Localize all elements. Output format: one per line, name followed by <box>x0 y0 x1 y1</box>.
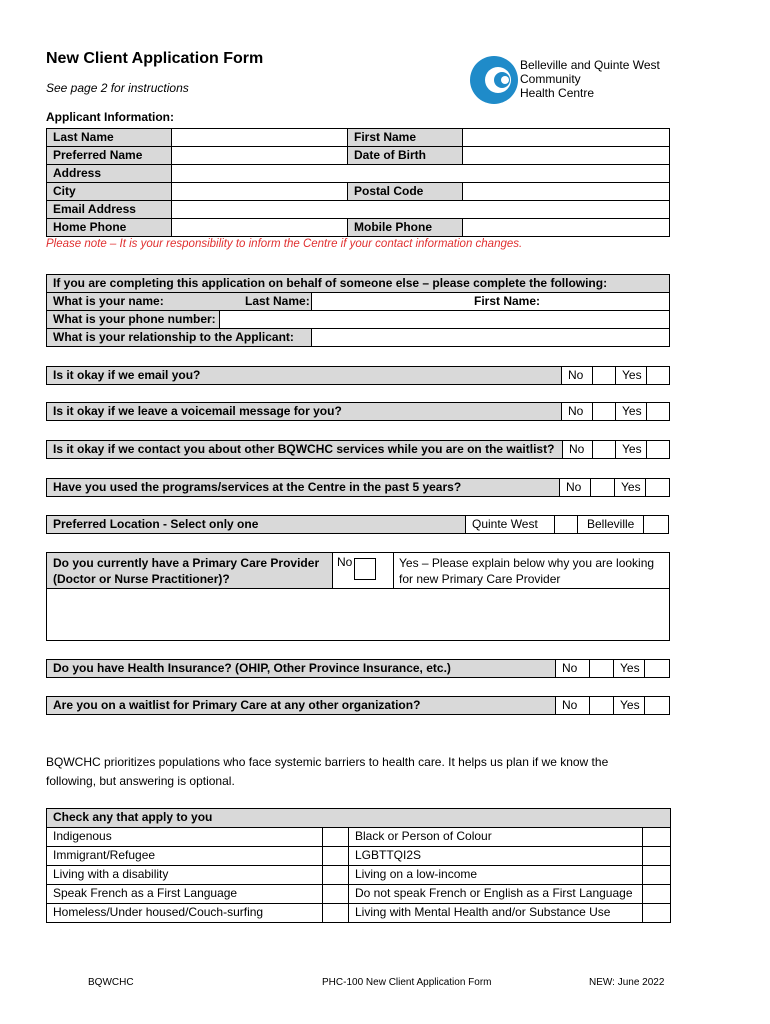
q-voicemail-no-checkbox[interactable] <box>592 402 616 421</box>
location-quinte-west-checkbox[interactable] <box>554 515 578 534</box>
q-insurance-no-checkbox[interactable] <box>589 659 614 678</box>
q-voicemail-yes: Yes <box>615 402 670 421</box>
priority-left-3: Speak French as a First Language <box>46 884 323 904</box>
primary-care-question: Do you currently have a Primary Care Provider (Doctor or Nurse Practitioner)? <box>46 552 333 589</box>
city-field[interactable] <box>171 182 348 201</box>
last-name-field[interactable] <box>171 128 348 147</box>
form-subtitle: See page 2 for instructions <box>46 81 189 95</box>
priority-right-3: Do not speak French or English as a First Language <box>348 884 643 904</box>
q-used-no-checkbox[interactable] <box>590 478 615 497</box>
q-email-yes: Yes <box>615 366 670 385</box>
first-name-field[interactable] <box>462 128 670 147</box>
q-contact-yes-checkbox[interactable] <box>646 440 670 459</box>
priority-right-1: LGBTTQI2S <box>348 846 643 866</box>
priority-left-2-checkbox[interactable] <box>322 865 349 885</box>
mobile-phone-label: Mobile Phone <box>347 218 463 237</box>
address-field[interactable] <box>171 164 670 183</box>
q-email-yes-checkbox[interactable] <box>646 366 670 385</box>
q-waitlist-no: No <box>555 696 614 715</box>
location-quinte-west: Quinte West <box>465 515 578 534</box>
preferred-name-label: Preferred Name <box>46 146 172 165</box>
home-phone-field[interactable] <box>171 218 348 237</box>
q-used-yes: Yes <box>614 478 670 497</box>
location-belleville-checkbox[interactable] <box>643 515 669 534</box>
dob-field[interactable] <box>462 146 670 165</box>
behalf-your-name-label: What is your name: Last Name: <box>46 292 312 311</box>
priority-right-1-checkbox[interactable] <box>642 846 671 866</box>
q-used-programs: Have you used the programs/services at the Centre in the past 5 years? <box>46 478 560 497</box>
primary-care-no-checkbox[interactable] <box>354 558 376 580</box>
q-insurance-yes: Yes <box>613 659 670 678</box>
q-waitlist: Are you on a waitlist for Primary Care at any other organization? <box>46 696 556 715</box>
preferred-name-field[interactable] <box>171 146 348 165</box>
q-contact-no: No <box>562 440 616 459</box>
q-email-no-checkbox[interactable] <box>592 366 616 385</box>
primary-care-yes: Yes – Please explain below why you are looking for new Primary Care Provider <box>393 552 670 589</box>
location-belleville: Belleville <box>577 515 669 534</box>
q-insurance-no: No <box>555 659 614 678</box>
first-name-label: First Name <box>347 128 463 147</box>
q-used-no: No <box>559 478 615 497</box>
location-label: Preferred Location - Select only one <box>46 515 466 534</box>
form-title: New Client Application Form <box>46 50 264 67</box>
email-field[interactable] <box>171 200 670 219</box>
priority-left-1: Immigrant/Refugee <box>46 846 323 866</box>
footer-center: PHC-100 New Client Application Form <box>322 977 492 988</box>
contact-note: Please note – It is your responsibility to inform the Centre if your contact information changes. <box>46 238 523 250</box>
last-name-label: Last Name <box>46 128 172 147</box>
footer-right: NEW: June 2022 <box>589 977 665 988</box>
address-label: Address <box>46 164 172 183</box>
behalf-heading: If you are completing this application on behalf of someone else – please complete the following: <box>46 274 670 293</box>
q-voicemail-yes-checkbox[interactable] <box>646 402 670 421</box>
priority-left-1-checkbox[interactable] <box>322 846 349 866</box>
q-email: Is it okay if we email you? <box>46 366 562 385</box>
footer-left: BQWCHC <box>88 977 134 988</box>
q-contact-services: Is it okay if we contact you about other BQWCHC services while you are on the waitlist? <box>46 440 563 459</box>
q-insurance-yes-checkbox[interactable] <box>644 659 670 678</box>
postal-code-label: Postal Code <box>347 182 463 201</box>
behalf-phone-label: What is your phone number: <box>46 310 220 329</box>
priority-left-3-checkbox[interactable] <box>322 884 349 904</box>
q-waitlist-yes-checkbox[interactable] <box>644 696 670 715</box>
priority-left-0-checkbox[interactable] <box>322 827 349 847</box>
priority-right-2: Living on a low-income <box>348 865 643 885</box>
email-label: Email Address <box>46 200 172 219</box>
dob-label: Date of Birth <box>347 146 463 165</box>
priorities-intro: BQWCHC prioritizes populations who face systemic barriers to health care. It helps us plan if we know the following, but answering is optional. <box>46 755 609 788</box>
applicant-section-label: Applicant Information: <box>46 110 174 124</box>
q-waitlist-yes: Yes <box>613 696 670 715</box>
priority-left-2: Living with a disability <box>46 865 323 885</box>
behalf-relationship-field[interactable] <box>311 328 670 347</box>
q-waitlist-no-checkbox[interactable] <box>589 696 614 715</box>
q-voicemail-no: No <box>561 402 616 421</box>
mobile-phone-field[interactable] <box>462 218 670 237</box>
q-insurance: Do you have Health Insurance? (OHIP, Other Province Insurance, etc.) <box>46 659 556 678</box>
q-email-no: No <box>561 366 616 385</box>
priority-left-0: Indigenous <box>46 827 323 847</box>
primary-care-no: No <box>332 552 394 589</box>
priority-right-4: Living with Mental Health and/or Substance Use <box>348 903 643 923</box>
priority-left-4: Homeless/Under housed/Couch-surfing <box>46 903 323 923</box>
priority-right-0-checkbox[interactable] <box>642 827 671 847</box>
priorities-heading: Check any that apply to you <box>46 808 671 828</box>
behalf-relationship-label: What is your relationship to the Applicant: <box>46 328 312 347</box>
q-contact-no-checkbox[interactable] <box>592 440 616 459</box>
priority-left-4-checkbox[interactable] <box>322 903 349 923</box>
priority-right-4-checkbox[interactable] <box>642 903 671 923</box>
logo-mark <box>468 54 520 106</box>
logo-text: Belleville and Quinte West Community Health Centre <box>520 58 660 100</box>
primary-care-explanation-field[interactable] <box>46 588 670 641</box>
postal-code-field[interactable] <box>462 182 670 201</box>
behalf-name-field[interactable] <box>311 292 670 311</box>
q-contact-yes: Yes <box>615 440 670 459</box>
behalf-phone-field[interactable] <box>219 310 670 329</box>
priority-right-2-checkbox[interactable] <box>642 865 671 885</box>
home-phone-label: Home Phone <box>46 218 172 237</box>
behalf-first-name-label: First Name: <box>474 294 541 308</box>
city-label: City <box>46 182 172 201</box>
priority-right-3-checkbox[interactable] <box>642 884 671 904</box>
q-used-yes-checkbox[interactable] <box>645 478 670 497</box>
priority-right-0: Black or Person of Colour <box>348 827 643 847</box>
q-voicemail: Is it okay if we leave a voicemail message for you? <box>46 402 562 421</box>
